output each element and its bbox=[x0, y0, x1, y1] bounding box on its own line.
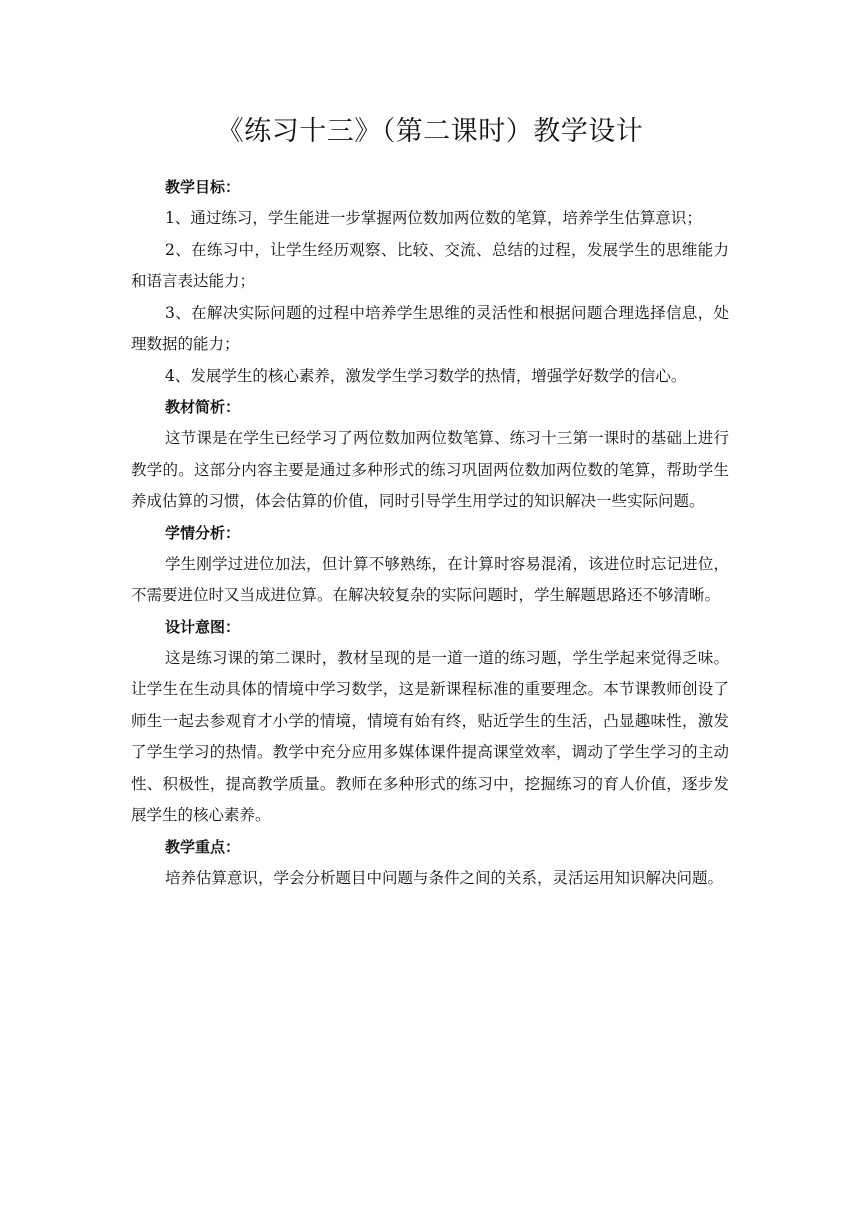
goal-paragraph-4: 4、发展学生的核心素养，激发学生学习数学的热情，增强学好数学的信心。 bbox=[165, 366, 687, 385]
section-textbook-analysis bbox=[131, 392, 729, 518]
textbook-analysis-paragraph: 这节课是在学生已经学习了两位数加两位数笔算、练习十三第一课时的基础上进行教学的。这部分内容主要是通过多种形式的练习巩固两位数加两位数的笔算，帮助学生养成估算的习惯，体会估算的价值，同时引导学生用学过的知识解决一些实际问题。 bbox=[131, 429, 729, 510]
section-heading: 教学重点： bbox=[165, 837, 241, 856]
section-teaching-focus bbox=[131, 832, 729, 895]
section-student-analysis bbox=[131, 518, 729, 612]
section-design-intent bbox=[131, 612, 729, 832]
section-heading: 学情分析： bbox=[165, 523, 241, 542]
document-body bbox=[131, 172, 729, 894]
goal-paragraph-3: 3、在解决实际问题的过程中培养学生思维的灵活性和根据问题合理选择信息，处理数据的能力； bbox=[131, 303, 729, 353]
design-intent-paragraph: 这是练习课的第二课时，教材呈现的是一道一道的练习题，学生学起来觉得乏味。让学生在生动具体的情境中学习数学，这是新课程标准的重要理念。本节课教师创设了师生一起去参观育才小学的情境，情境有始有终，贴近学生的生活，凸显趣味性，激发了学生学习的热情。教学中充分应用多媒体课件提高课堂效率，调动了学生学习的主动性、积极性，提高教学质量。教师在多种形式的练习中，挖掘练习的育人价值，逐步发展学生的核心素养。 bbox=[131, 648, 729, 824]
section-heading: 教材简析： bbox=[165, 398, 241, 416]
teaching-focus-paragraph: 培养估算意识，学会分析题目中问题与条件之间的关系，灵活运用知识解决问题。 bbox=[165, 868, 724, 887]
goal-paragraph-1: 1、通过练习，学生能进一步掌握两位数加两位数的笔算，培养学生估算意识； bbox=[165, 209, 702, 227]
section-teaching-goals bbox=[131, 172, 729, 392]
goal-paragraph-2: 2、在练习中，让学生经历观察、比较、交流、总结的过程，发展学生的思维能力和语言表达能力； bbox=[131, 240, 729, 290]
section-heading: 设计意图： bbox=[165, 617, 241, 636]
section-heading: 教学目标： bbox=[165, 178, 241, 196]
document-title: 《练习十三》（第二课时）教学设计 bbox=[216, 116, 644, 147]
student-analysis-paragraph: 学生刚学过进位加法，但计算不够熟练，在计算时容易混淆，该进位时忘记进位，不需要进位时又当成进位算。在解决较复杂的实际问题时，学生解题思路还不够清晰。 bbox=[131, 554, 729, 604]
